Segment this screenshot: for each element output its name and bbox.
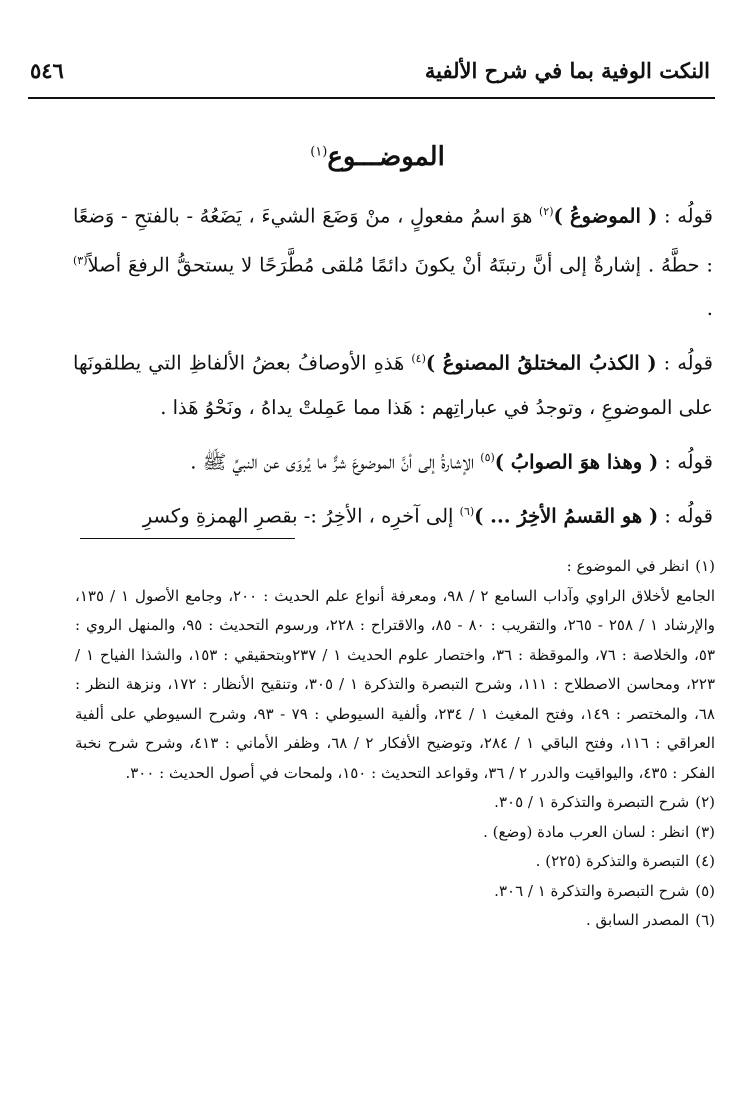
paragraph-prefix: قولُه : xyxy=(657,204,713,228)
footnote-number: (٤) xyxy=(695,852,715,870)
book-title: النكت الوفية بما في شرح الألفية xyxy=(424,58,710,83)
running-header xyxy=(30,58,710,94)
footnote xyxy=(75,847,715,877)
footnote-lead: انظر في الموضوع : xyxy=(566,557,690,575)
quoted-term: ( الكذبُ المختلقُ المصنوعُ ) xyxy=(425,351,657,375)
footnotes xyxy=(75,552,715,936)
paragraph-prefix: قولُه : xyxy=(658,504,713,528)
main-text xyxy=(73,190,713,545)
footnote-number: (٣) xyxy=(695,822,715,841)
paragraph xyxy=(73,436,713,485)
quoted-term: ( وهذا هوَ الصوابُ ) xyxy=(494,450,659,473)
footnote-ref: (٢) xyxy=(538,205,554,218)
footnote xyxy=(75,818,715,848)
paragraph-prefix: قولُه : xyxy=(656,351,714,375)
section-title-text: الموضـــوع xyxy=(327,142,445,172)
footnote-ref: (٥) xyxy=(480,450,495,464)
footnote-ref: (٣) xyxy=(73,253,88,267)
paragraph-text: هوَ اسمُ مفعولٍ ، منْ وَضَعَ الشيءَ ، يَضَعُهُ - بالفتحِ - وَضعًا : حطَّهُ . إشارةٌ إلى أنَّ رتبتَهُ أنْ يكونَ دائمًا مُلقى مُطَّرَحًا لا يستحقُّ الرفعَ أصلاً xyxy=(73,204,713,276)
footnote-ref: (٦) xyxy=(459,505,475,518)
footnote-text: المصدر السابق . xyxy=(586,911,690,929)
paragraph xyxy=(73,490,713,539)
page-number: ٥٤٦ xyxy=(30,58,64,83)
footnote-ref: (٤) xyxy=(411,352,426,365)
header-rule xyxy=(28,97,715,99)
footnote-text: شرح التبصرة والتذكرة ١ / ٣٠٦. xyxy=(494,881,690,900)
footnote-1-body: الجامع لأخلاق الراوي وآداب السامع ٢ / ٩٨، ومعرفة أنواع علم الحديث : ٢٠٠، وجامع الأصول ١ / ١٣٥، والإرشاد ١ / ٢٥٨ - ٢٦٥، والتقريب : ٨٠ - ٨٥، والاقتراح : ٢٢٨، ورسوم التحديث : ٩٥، والمنهل الروي : ٥٣، والخلاصة : ٧٦، والموقظة : ٣٦، واختصار علوم الحديث ١ / ٢٣٧وبتحقيقي : ١٥٣، والشذا الفياح ١ / ٢٢٣، ومحاسن الاصطلاح : ١١١، وشرح التبصرة والتذكرة ١ / ٣٠٥، وتنقيح الأنظار : ١٧٢، ونزهة النظر : ٦٨، والمختصر : ١٤٩، وفتح المغيث ١ / ٢٣٤، وألفية السيوطي : ٧٩ - ٩٣، وشرح السيوطي على ألفية العراقي : ١١٦، وفتح الباقي ١ / ٢٨٤، وتوضيح الأفكار ٢ / ٦٨، وظفر الأماني : ٤١٣، وشرح شرح نخبة الفكر : ٤٣٥، واليواقيت والدرر ٢ / ٣٦، وقواعد التحديث : ١٥٠، ولمحات في أصول الحديث : ٣٠٠. xyxy=(75,586,716,782)
footnote-number: (١) xyxy=(695,557,715,575)
paragraph xyxy=(73,337,713,430)
footnote-text: انظر : لسان العرب مادة (وضع) . xyxy=(483,822,690,841)
section-title xyxy=(0,142,755,172)
footnote-1-heading xyxy=(75,552,715,582)
paragraph-prefix: قولُه : xyxy=(658,450,713,473)
footnote-number: (٢) xyxy=(695,793,715,811)
footnote-text: شرح التبصرة والتذكرة ١ / ٣٠٥. xyxy=(494,793,690,811)
paragraph-text: هَذهِ الأوصافُ بعضُ الألفاظِ التي يطلقونَها على الموضوعِ ، وتوجدُ في عباراتِهم : هَذا مما عَمِلتْ يداهُ ، ونَحْوُ هَذا . xyxy=(73,351,713,419)
quoted-term: ( هو القسمُ الأخِرُ ... ) xyxy=(474,504,659,528)
footnote-separator xyxy=(80,538,295,539)
quoted-term: ( الموضوعُ ) xyxy=(553,204,658,228)
paragraph-text: الإشارةُ إلى أنَّ الموضوعَ شرٌّ ما يُروَى عن النبيِّ ﷺ . xyxy=(190,450,481,473)
footnote xyxy=(75,906,715,936)
paragraph-end: . xyxy=(706,297,713,320)
footnote xyxy=(75,877,715,907)
paragraph-text: إلى آخرِه ، الأخِرُ :- بقصرِ الهمزةِ وكسرِ xyxy=(142,504,460,528)
footnote-number: (٥) xyxy=(695,881,715,900)
section-title-ref: (١) xyxy=(310,144,328,160)
footnote-text: التبصرة والتذكرة (٢٢٥) . xyxy=(535,852,690,870)
paragraph xyxy=(73,190,713,331)
footnote-number: (٦) xyxy=(695,911,715,929)
footnote xyxy=(75,788,715,818)
